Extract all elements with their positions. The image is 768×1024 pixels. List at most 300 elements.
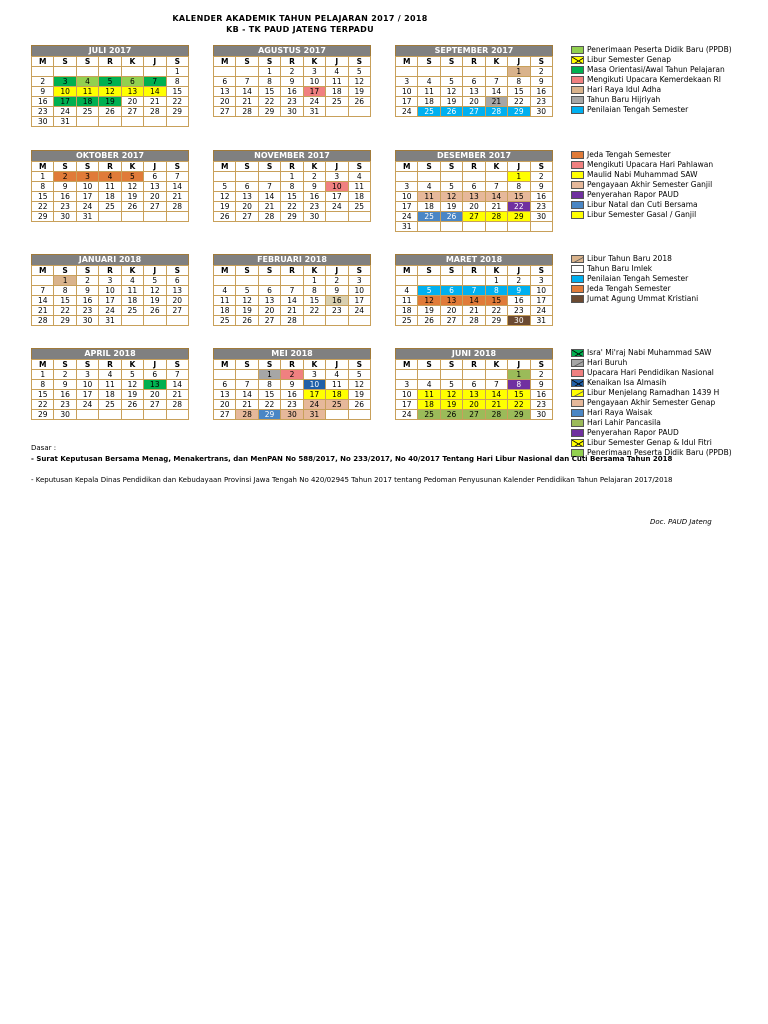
week-row [32, 276, 189, 286]
day-cell [144, 67, 166, 77]
weekday-label: S [258, 360, 280, 370]
month-calendar [395, 150, 553, 232]
month-header: DESEMBER 2017 [395, 150, 553, 161]
week-row [32, 77, 189, 87]
day-cell: 14 [166, 380, 188, 390]
month-calendar [31, 254, 189, 326]
week-row [32, 172, 189, 182]
day-cell: 16 [326, 296, 348, 306]
day-cell: 25 [326, 97, 348, 107]
day-cell: 24 [396, 212, 418, 222]
day-cell: 21 [485, 202, 507, 212]
weekday-label: R [99, 266, 121, 276]
month-header: JULI 2017 [31, 45, 189, 56]
weekday-label: M [214, 57, 236, 67]
day-cell: 20 [258, 306, 280, 316]
legend-swatch-icon [571, 56, 584, 64]
month-calendar [395, 348, 553, 420]
weekday-label: S [166, 360, 188, 370]
weekday-label: M [32, 360, 54, 370]
day-cell: 5 [348, 370, 370, 380]
weekday-label: J [326, 266, 348, 276]
day-cell: 16 [281, 390, 303, 400]
day-cell [396, 172, 418, 182]
weekday-label: S [440, 360, 462, 370]
day-cell: 14 [236, 87, 258, 97]
weekday-label: M [214, 360, 236, 370]
day-cell [281, 276, 303, 286]
day-cell [326, 212, 348, 222]
notes-label: Dasar : [31, 444, 57, 452]
week-row [396, 286, 553, 296]
day-cell: 11 [418, 87, 440, 97]
day-cell: 4 [76, 77, 98, 87]
week-row [214, 87, 371, 97]
day-cell: 3 [530, 276, 552, 286]
legend-item [571, 200, 768, 210]
day-cell: 30 [54, 212, 76, 222]
legend-swatch-icon [571, 285, 584, 293]
day-cell: 11 [326, 77, 348, 87]
day-cell: 9 [281, 380, 303, 390]
day-cell: 26 [348, 400, 370, 410]
day-cell: 20 [463, 202, 485, 212]
day-cell: 4 [396, 286, 418, 296]
day-cell: 22 [485, 306, 507, 316]
day-cell: 29 [54, 316, 76, 326]
day-cell: 10 [396, 87, 418, 97]
legend-item [571, 85, 768, 95]
weekday-label: R [99, 57, 121, 67]
legend-swatch-icon [571, 181, 584, 189]
day-cell: 6 [440, 286, 462, 296]
weekday-row [214, 162, 371, 172]
day-cell [485, 222, 507, 232]
day-cell [530, 222, 552, 232]
day-cell: 1 [258, 67, 280, 77]
day-cell: 22 [508, 202, 530, 212]
day-cell [166, 212, 188, 222]
day-cell: 13 [121, 87, 143, 97]
day-cell: 14 [236, 390, 258, 400]
day-cell: 26 [144, 306, 166, 316]
day-cell: 9 [32, 87, 54, 97]
day-cell: 5 [236, 286, 258, 296]
day-cell: 3 [303, 370, 325, 380]
weekday-label: S [54, 162, 76, 172]
day-cell: 10 [326, 182, 348, 192]
day-cell: 1 [281, 172, 303, 182]
weekday-label: S [440, 162, 462, 172]
legend-swatch-icon [571, 171, 584, 179]
day-cell: 8 [32, 182, 54, 192]
day-cell: 3 [348, 276, 370, 286]
day-cell: 12 [440, 390, 462, 400]
day-cell: 27 [440, 316, 462, 326]
day-cell: 12 [214, 192, 236, 202]
day-cell [166, 117, 188, 127]
day-cell: 6 [236, 182, 258, 192]
week-row [396, 77, 553, 87]
day-cell: 26 [440, 107, 462, 117]
day-cell: 26 [121, 202, 143, 212]
day-cell: 14 [258, 192, 280, 202]
day-cell [418, 276, 440, 286]
day-cell: 6 [144, 370, 166, 380]
day-cell [303, 316, 325, 326]
day-cell: 10 [54, 87, 76, 97]
day-cell: 24 [76, 202, 98, 212]
day-cell [348, 107, 370, 117]
weekday-label: K [121, 57, 143, 67]
weekday-label: S [530, 360, 552, 370]
day-cell [121, 316, 143, 326]
day-cell: 30 [530, 212, 552, 222]
weekday-label: J [508, 57, 530, 67]
weekday-label: S [258, 57, 280, 67]
day-cell: 28 [32, 316, 54, 326]
day-cell: 28 [485, 107, 507, 117]
week-row [214, 400, 371, 410]
day-cell: 25 [99, 202, 121, 212]
day-cell: 9 [303, 182, 325, 192]
day-cell: 5 [440, 77, 462, 87]
day-cell: 13 [236, 192, 258, 202]
day-cell: 19 [440, 202, 462, 212]
day-cell: 13 [214, 390, 236, 400]
day-cell: 30 [530, 107, 552, 117]
legend-item [571, 358, 768, 368]
day-cell: 8 [281, 182, 303, 192]
legend-swatch-icon [571, 201, 584, 209]
day-cell: 31 [303, 410, 325, 420]
week-row [396, 182, 553, 192]
day-cell: 15 [258, 87, 280, 97]
day-cell: 30 [54, 410, 76, 420]
day-cell: 17 [303, 87, 325, 97]
weekday-label: S [348, 162, 370, 172]
weekday-label: J [508, 360, 530, 370]
day-cell [463, 222, 485, 232]
weekday-label: S [258, 162, 280, 172]
day-cell: 9 [508, 286, 530, 296]
day-cell: 19 [348, 390, 370, 400]
weekday-label: S [166, 162, 188, 172]
day-cell: 20 [144, 390, 166, 400]
day-cell: 1 [303, 276, 325, 286]
legend-item [571, 388, 768, 398]
day-cell: 23 [32, 107, 54, 117]
day-cell: 31 [303, 107, 325, 117]
day-cell: 23 [281, 97, 303, 107]
weekday-label: S [440, 57, 462, 67]
weekday-label: S [76, 57, 98, 67]
day-cell: 14 [485, 390, 507, 400]
weekday-label: S [348, 57, 370, 67]
day-cell: 4 [214, 286, 236, 296]
weekday-label: M [32, 57, 54, 67]
month-calendar [31, 45, 189, 127]
weekday-label: S [166, 266, 188, 276]
day-cell: 2 [281, 370, 303, 380]
month-calendar [31, 348, 189, 420]
legend-swatch-icon [571, 359, 584, 367]
day-cell: 17 [54, 97, 76, 107]
legend-label: Penyerahan Rapor PAUD [587, 190, 679, 199]
week-row [214, 316, 371, 326]
weekday-label: K [485, 266, 507, 276]
month-header: MARET 2018 [395, 254, 553, 265]
day-cell: 22 [54, 306, 76, 316]
weekday-label: J [326, 162, 348, 172]
week-row [396, 172, 553, 182]
legend-item [571, 95, 768, 105]
month-calendar [31, 150, 189, 222]
day-cell: 1 [485, 276, 507, 286]
day-cell: 6 [463, 380, 485, 390]
day-cell: 17 [303, 390, 325, 400]
day-cell: 23 [54, 400, 76, 410]
legend-item [571, 210, 768, 220]
weekday-row [214, 360, 371, 370]
week-row [32, 370, 189, 380]
day-cell: 27 [236, 212, 258, 222]
day-cell: 18 [418, 97, 440, 107]
legend-label: Penyerahan Rapor PAUD [587, 428, 679, 437]
week-row [32, 296, 189, 306]
day-cell: 12 [121, 380, 143, 390]
day-cell: 4 [348, 172, 370, 182]
day-cell: 10 [348, 286, 370, 296]
legend-item [571, 398, 768, 408]
day-cell: 17 [76, 390, 98, 400]
day-cell [348, 212, 370, 222]
week-row [396, 410, 553, 420]
day-cell: 23 [530, 400, 552, 410]
week-row [214, 182, 371, 192]
day-cell: 24 [348, 306, 370, 316]
week-row [32, 400, 189, 410]
legend-label: Masa Orientasi/Awal Tahun Pelajaran [587, 65, 725, 74]
day-cell: 25 [121, 306, 143, 316]
week-row [396, 107, 553, 117]
day-cell: 19 [440, 97, 462, 107]
day-cell: 7 [236, 77, 258, 87]
legend-group [571, 348, 768, 458]
day-cell: 26 [236, 316, 258, 326]
day-cell: 7 [281, 286, 303, 296]
day-cell [214, 172, 236, 182]
legend-swatch-icon [571, 106, 584, 114]
day-cell: 12 [348, 380, 370, 390]
day-cell: 7 [166, 172, 188, 182]
day-cell: 16 [54, 192, 76, 202]
day-cell: 16 [303, 192, 325, 202]
weekday-label: S [236, 57, 258, 67]
day-cell: 14 [144, 87, 166, 97]
day-cell [440, 67, 462, 77]
day-cell: 28 [485, 212, 507, 222]
month-header: JUNI 2018 [395, 348, 553, 359]
day-cell: 16 [32, 97, 54, 107]
weekday-label: S [258, 266, 280, 276]
day-cell: 27 [121, 107, 143, 117]
month-calendar [213, 150, 371, 222]
day-cell: 30 [303, 212, 325, 222]
legend-item [571, 418, 768, 428]
weekday-label: S [530, 57, 552, 67]
day-cell: 18 [418, 202, 440, 212]
day-cell: 3 [396, 77, 418, 87]
day-cell: 25 [418, 410, 440, 420]
day-cell: 5 [121, 172, 143, 182]
legend-swatch-icon [571, 265, 584, 273]
day-cell: 4 [418, 77, 440, 87]
day-cell: 5 [440, 380, 462, 390]
day-cell: 30 [281, 410, 303, 420]
legend-item [571, 438, 768, 448]
week-row [396, 67, 553, 77]
weekday-label: K [303, 57, 325, 67]
day-cell: 6 [121, 77, 143, 87]
document-footer: Doc. PAUD Jateng [650, 518, 712, 526]
day-cell [348, 316, 370, 326]
legend-item [571, 368, 768, 378]
weekday-label: S [76, 360, 98, 370]
day-cell: 28 [258, 212, 280, 222]
day-cell: 29 [281, 212, 303, 222]
weekday-label: J [144, 360, 166, 370]
day-cell: 30 [508, 316, 530, 326]
day-cell: 7 [144, 77, 166, 87]
weekday-label: J [326, 57, 348, 67]
day-cell: 24 [303, 400, 325, 410]
day-cell: 28 [166, 202, 188, 212]
week-row [32, 87, 189, 97]
day-cell: 31 [99, 316, 121, 326]
day-cell: 2 [54, 172, 76, 182]
legend-label: Hari Buruh [587, 358, 628, 367]
day-cell: 12 [99, 87, 121, 97]
day-cell: 1 [32, 172, 54, 182]
weekday-label: S [530, 162, 552, 172]
day-cell: 28 [463, 316, 485, 326]
week-row [214, 306, 371, 316]
day-cell: 30 [76, 316, 98, 326]
day-cell: 13 [440, 296, 462, 306]
day-cell: 21 [463, 306, 485, 316]
day-cell: 19 [121, 192, 143, 202]
day-cell: 13 [258, 296, 280, 306]
day-cell: 29 [32, 410, 54, 420]
day-cell: 11 [99, 182, 121, 192]
day-cell [214, 370, 236, 380]
day-cell: 15 [508, 87, 530, 97]
day-cell: 29 [508, 107, 530, 117]
weekday-label: S [76, 162, 98, 172]
legend-label: Pengayaan Akhir Semester Genap [587, 398, 716, 407]
day-cell: 27 [463, 410, 485, 420]
day-cell [121, 410, 143, 420]
day-cell: 9 [530, 182, 552, 192]
day-cell: 14 [32, 296, 54, 306]
day-cell: 6 [258, 286, 280, 296]
day-cell: 24 [396, 410, 418, 420]
day-cell: 28 [281, 316, 303, 326]
legend-label: Kenaikan Isa Almasih [587, 378, 667, 387]
day-cell: 11 [214, 296, 236, 306]
week-row [396, 192, 553, 202]
day-cell: 2 [303, 172, 325, 182]
day-cell: 16 [54, 390, 76, 400]
day-cell: 2 [54, 370, 76, 380]
day-cell: 27 [166, 306, 188, 316]
day-cell: 15 [32, 192, 54, 202]
day-cell: 9 [54, 182, 76, 192]
month-header: NOVEMBER 2017 [213, 150, 371, 161]
week-row [214, 212, 371, 222]
day-cell: 10 [76, 182, 98, 192]
day-cell: 18 [214, 306, 236, 316]
day-cell: 4 [418, 380, 440, 390]
week-row [32, 390, 189, 400]
day-cell: 8 [303, 286, 325, 296]
day-cell: 21 [144, 97, 166, 107]
day-cell [99, 67, 121, 77]
legend-swatch-icon [571, 349, 584, 357]
day-cell: 3 [396, 380, 418, 390]
day-cell: 7 [463, 286, 485, 296]
day-cell: 25 [418, 212, 440, 222]
day-cell: 22 [258, 97, 280, 107]
legend-group [571, 45, 768, 115]
legend-label: Tahun Baru Hijriyah [587, 95, 661, 104]
day-cell: 17 [530, 296, 552, 306]
week-row [396, 380, 553, 390]
day-cell [99, 117, 121, 127]
legend-label: Hari Lahir Pancasila [587, 418, 661, 427]
day-cell [121, 67, 143, 77]
weekday-label: S [54, 360, 76, 370]
legend-item [571, 190, 768, 200]
legend-item [571, 378, 768, 388]
day-cell: 5 [348, 67, 370, 77]
week-row [32, 212, 189, 222]
day-cell: 20 [463, 400, 485, 410]
weekday-label: M [396, 360, 418, 370]
weekday-label: K [485, 57, 507, 67]
week-row [32, 380, 189, 390]
day-cell: 1 [508, 67, 530, 77]
day-cell [144, 410, 166, 420]
weekday-label: K [303, 162, 325, 172]
day-cell: 16 [508, 296, 530, 306]
legend-label: Penerimaan Peserta Didik Baru (PPDB) [587, 448, 732, 457]
day-cell: 2 [508, 276, 530, 286]
weekday-label: M [396, 266, 418, 276]
day-cell: 1 [508, 370, 530, 380]
legend-item [571, 428, 768, 438]
legend-label: Jumat Agung Ummat Kristiani [587, 294, 699, 303]
day-cell: 21 [32, 306, 54, 316]
week-row [32, 306, 189, 316]
legend-label: Mengikuti Upacara Hari Pahlawan [587, 160, 714, 169]
day-cell: 26 [121, 400, 143, 410]
legend-label: Libur Tahun Baru 2018 [587, 254, 672, 263]
day-cell: 1 [508, 172, 530, 182]
notes-line-2: - Keputusan Kepala Dinas Pendidikan dan Kebudayaan Provinsi Jawa Tengah No 420/02945 Tahun 2017 tentang Pedoman Penyusunan Kalender Pendidikan Tahun Pelajaran 2017/2018 [31, 476, 673, 484]
day-cell [508, 222, 530, 232]
